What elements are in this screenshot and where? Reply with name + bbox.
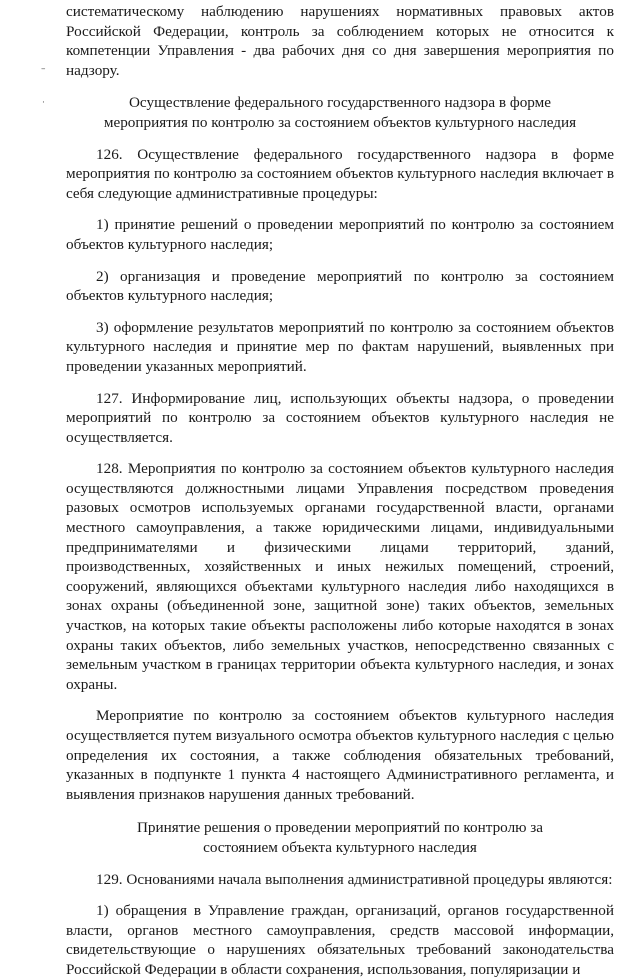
- paragraph-126-item-3: 3) оформление результатов мероприятий по контролю за состоянием объектов культурного наследия и принятие мер по фактам нарушений, выявленных при проведении указанных мероприятий.: [66, 318, 614, 375]
- section-heading-cultural-control: Осуществление федерального государственного надзора в форме мероприятия по контролю за состоянием объектов культурного наследия: [103, 94, 577, 131]
- paragraph-intro: систематическому наблюдению нарушениях нормативных правовых актов Российской Федерации, контроль за соблюдением которых не относится к компетенции Управления - два рабочих дня со дня завершения мероприятия по надзору.: [66, 3, 614, 79]
- paragraph-128: 128. Мероприятия по контролю за состоянием объектов культурного наследия осуществляются должностными лицами Управления посредством проведения разовых осмотров используемых органами государственной власти, органами местного самоуправления, а также юридическими лицами, индивидуальными предпринимателями и физическими лицами территорий, зданий, производственных, хозяйственных и иных нежилых помещений, строений, сооружений, являющихся объектами культурного наследия либо находящихся в зонах охраны (объединенной зоне, защитной зоне) таких объектов, земельных участков, на которых такие объекты расположены либо которые находятся в зонах охраны таких объектов, либо земельных участков, непосредственно связанных с земельным участком в границах территории объекта культурного наследия, и зонах охраны.: [66, 460, 614, 693]
- document-page: [66, 2, 614, 980]
- paragraph-126-item-2: 2) организация и проведение мероприятий по контролю за состоянием объектов культурного наследия;: [66, 267, 614, 305]
- paragraph-127: 127. Информирование лиц, использующих объекты надзора, о проведении мероприятий по контролю за состоянием объектов культурного наследия не осуществляется.: [66, 389, 614, 446]
- paragraph-126-item-1: 1) принятие решений о проведении мероприятий по контролю за состоянием объектов культурного наследия;: [66, 216, 614, 253]
- paragraph-129: 129. Основаниями начала выполнения административной процедуры являются:: [96, 870, 613, 888]
- paragraph-129-item-1: 1) обращения в Управление граждан, организаций, органов государственной власти, органов местного самоуправления, средств массовой информации, свидетельствующие о нарушениях обязательных требований законодательства Российской Федерации в области сохранения, использования, популяризации и: [66, 902, 614, 978]
- margin-mark-2: ·: [42, 98, 45, 108]
- paragraph-128-inspection: Мероприятие по контролю за состоянием объектов культурного наследия осуществляется путем визуального осмотра объектов культурного наследия с целью определения их состояния, а также соблюдения обязательных требований, указанных в подпункте 1 пункта 4 настоящего Административного регламента, и выявления признаков нарушения данных требований.: [66, 707, 614, 803]
- paragraph-126: 126. Осуществление федерального государственного надзора в форме мероприятия по контролю за состоянием объектов культурного наследия включает в себя следующие административные процедуры:: [66, 145, 614, 202]
- section-heading-decision: Принятие решения о проведении мероприятий по контролю за состоянием объекта культурного наследия: [136, 819, 544, 856]
- margin-mark-1: –: [41, 64, 46, 74]
